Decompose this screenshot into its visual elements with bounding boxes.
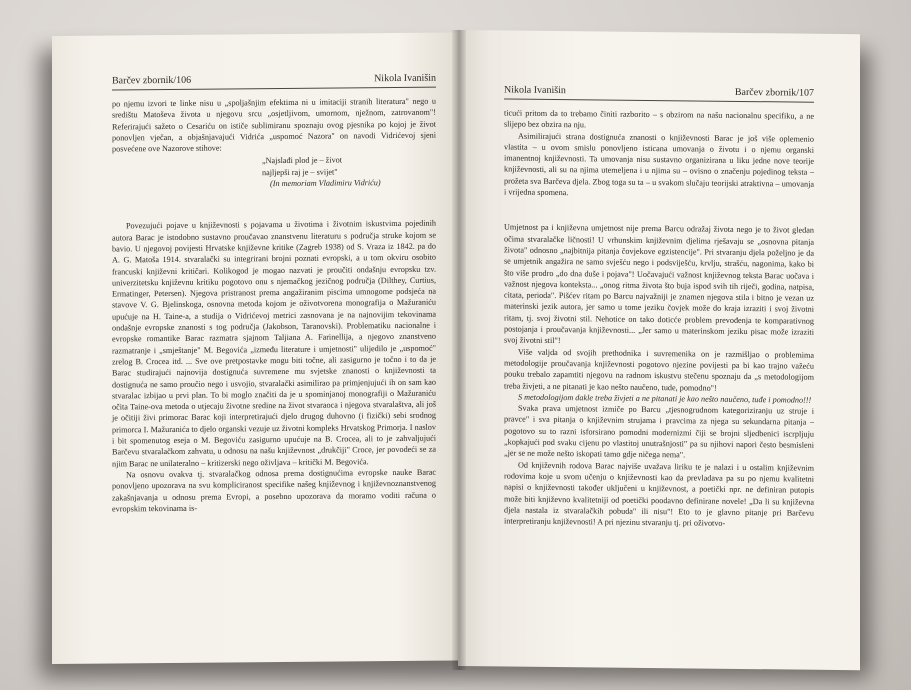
- left-header-author: Nikola Ivanišin: [374, 72, 436, 85]
- right-header-title: Barčev zbornik/107: [734, 86, 814, 99]
- right-paragraph-5: S metodologijom dakle treba živjeti a ne pitanati je kao nešto naučeno, tuđe i pomodno!!!: [518, 392, 812, 405]
- left-page-header: [112, 73, 436, 91]
- right-page-header: [504, 84, 814, 102]
- right-paragraph-7: Od književnih rodova Barac najviše uvažava liriku te je nalazi i u ostalim književnim rodovima koje u svom učenju o književnosti kao da prevladava pa su po njemu kvalitetni napisi o književnosti također uključeni u književnost, a poetički npr. ne definiran putopis može biti književno kvalitetniji od poetički poodavno definirane novele! „Da li su književna djela nastala iz stvaralačkih pobuda" ili nisu"! Eto to je glavno pitanje pri Barčevu interpretiranju književnosti! A pri njezinu stvaranju tj. pri oživotvo-: [504, 460, 814, 528]
- left-paragraph-2: Povezujući pojave u književnosti s pojavama u životima i životnim iskustvima pojedinih autora Barac je istodobno sustavno proučavao znanstvenu literaturu s područja struke kojom se bavio. U njegovoj povijesti Hrvatske književne kritike (Zagreb 1938) od S. Vraza iz 1842. pa do A. G. Matoša 1914. stvaralački su integrirani brojni poznati evropski, a u tom okviru osobito francuski književni kritičari. Kolikogod je mogao nazvati je proučiti ondašnju evropsku tzv. univerzitetsku književnu kritiku pogotovo onu s njemačkog jezičnog područja (Dilthey, Curtius, Ermatinger, Petersen). Njegova pristranost prema angažiranim piscima umnogome podsjeća na stavove V. G. Bjelinskoga, osnovna metoda kojom je oživotvorena monografija o Mažuraniću upućuje na H. Taine-a, a studija o Vidrićevoj metrici zasnovana je na najnovijim tekovinama ondašnje evropske znanosti s tog područja (Jakobson, Taranovski). Problematiku nacionalne i evropske romantike Barac razmatra sjajnom Taljiana A. Farinellija, a njegovo znanstveno razmatranje i „smještanje" M. Begovića „između literature i umjetnosti" ulijedilo je „uspomoć" zrelog B. Crocea itd. ... Sve ove pretpostavke mogu biti točne, ali zasigurno je točno i to da je Barac studirajući najnovija dostignuća suvremene mu svjetske znanosti o književnosti ta dostignuća ne samo proučio nego i usvojio, stvaralački asimilirao pa primjenjujući ih on sam kao stvaralac izbijao u prvi plan. To bi moglo značiti da je u spominjanoj monografiji o Mažuraniću očita Taine-ova metoda o utjecaju životne sredine na život stvaraoca i njegova stvaralaštva, ali još je očitiji živi primorac Barac koji interpretirajući djelo drugog duhovno (i fizički) sebi srodnog primorca I. Mažuranića to djelo organski vezuje uz životni kompleks Hrvatskog Primorja. I naslov i bit spomenutog eseja o M. Begoviću zasigurno upućuje na B. Crocea, ali to je zahvaljujući Barčevu stvaralačkom zahvatu, u odnosu na našu književnost „drukčiji" Croce, jer povodeći se za njim Barac ne unilateralno – kritizerski nego oživljava – kritički M. Begovića.: [112, 219, 436, 469]
- right-paragraph-2: Asimilirajući strana dostignuća znanosti o književnosti Barac je još više oplemenio vlastita – u ovom smislu ponovljeno isticana umovanja o životu i o njemu organski imanentnoj književnosti. Ta umovanja nisu sustavno organizirana u liku jedne nove teorije književnosti, ali su na njima utemeljena i u njima su – ovisno o značenju pojedinog teksta – prožeta sva Barčeva djela. Zbog toga su ta – u svakom slučaju teorijski atraktivna – umovanja i vrijedna spomena.: [504, 131, 814, 198]
- right-page-body: [504, 107, 814, 530]
- poem-citation: (In memoriam Vladimiru Vidriću): [270, 178, 381, 189]
- left-page: [52, 32, 458, 664]
- left-header-title: Barčev zbornik/106: [112, 74, 192, 87]
- section-gap: [112, 188, 436, 221]
- right-paragraph-3: Umjetnost pa i književna umjetnost nije prema Barcu odražaj života nego je to život gledan očima stvaralačke ličnosti! U vrhunskim književnim djelima rješavaju se „osnovna pitanja života" odnosno „najbitnija pitanja čovjekove egzistencije". Pri stvaranju djela poželjno je da se umjetnik angažira ne samo svješću nego i podsviješću, krvlju, strašću, nagonima, kako bi što više prodro „do dna duše i pojava"! Uočavajući važnost književnog teksta Barac uočava i važnost njegova konteksta... „onog ritma života što buja ispod svih tih riječi, godina, natpisa, citata, perioda". Pišćev ritam po Barcu najvažniji je znamen njegova stila i bitno je vezan uz materinski jezik autora, jer samo u tome jeziku čovjek može do kraja izraziti i svoj životni ritam, tj. svoj životni stil. Nehotice on tako doticće problem prevođenja te komparativnog postojanja i proučavanja književnosti... „Jer samo u materinskom jeziku pisac može izraziti svoj životni stil"!: [504, 222, 814, 346]
- right-paragraph-6: Svaka prava umjetnost izmiče po Barcu „tjesnogrudnom kategoriziranju uz struje i pravce" i sva pitanja o književnim strujama i pravcima za njega su sekundarna pitanja – pogotovo su to razni isforsirano pomodni modernizmi čiji se brojni sljedbenici iscrpljuju „kopkajući pod svaku cijenu po vlastitoj unutrašnjosti" pa su njihovi napori često besmisleni „jer se ne može nešto iskopati tamo gdje ničega nema".: [504, 403, 814, 460]
- left-paragraph-3: Na osnovu ovakva tj. stvaralačkog odnosa prema dostignućima evropske nauke Barac ponovljeno upozorava na svu kompliciranost specifike našeg književnog i književnoznanstvenog zakašnjavanja u odnosu prema Evropi, a posebno upozorava da moramo voditi računa o evropskim tekovinama is-: [112, 467, 436, 514]
- right-paragraph-1: ticući pritom da to trebamo činiti razborito – s obzirom na našu nacionalnu specifiku, a ne slijepo bez obzira na nju.: [504, 108, 814, 130]
- book-gutter: [452, 30, 466, 670]
- left-paragraph-1: po njemu izvori te linke nisu u „spoljašnjim efektima ni u imitaciji stranih literatura" nego u središtu Matoševa života u njegovu srcu „osjetljivom, umornom, nježnom, zatrovanom"! Referirajući sažeto o Cesariću on ističe sublimiranu spoznaju ovog pjesnika po kojoj je život ponovljen vječan, a objašnjavajući Vidrića „uspomoć Nazora" on navodi Vidrićevoj sjeni posvećene ove Nazorove stihove:: [112, 96, 436, 154]
- section-gap: [504, 198, 814, 225]
- right-header-author: Nikola Ivanišin: [504, 84, 566, 97]
- poem-line-2: najljepši raj je – svijet": [262, 167, 338, 177]
- poem-quote: [112, 154, 436, 191]
- poem-line-1: „Najslađi plod je – život: [262, 155, 343, 166]
- right-paragraph-4: Više valjda od svojih prethodnika i suvremenika on je razmišljao o problemima metodologije proučavanja književnosti pogotovo njezine povijesti pa bi kao trajno važeću pouku trebalo zapamtiti njegovu na radnom iskustvu stečenu spoznaju da „s metodologijom treba živjeti, a ne pitanati je kao nešto naučeno, tude, pomodno"!: [504, 347, 814, 393]
- left-page-body: [112, 96, 436, 515]
- right-page: [458, 30, 860, 670]
